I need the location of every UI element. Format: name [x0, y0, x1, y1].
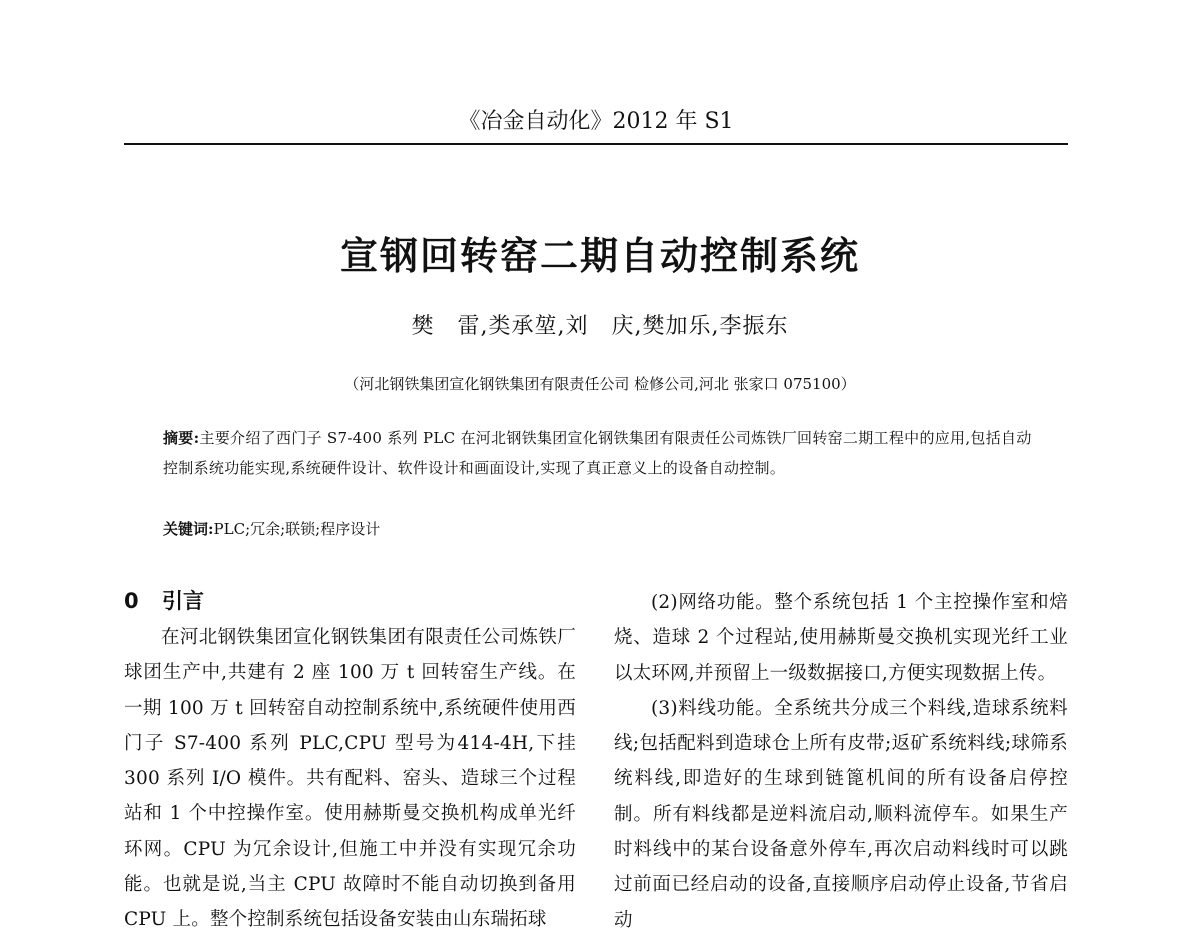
header-rule — [124, 143, 1068, 145]
keywords-text: PLC;冗余;联锁;程序设计 — [213, 520, 381, 538]
abstract-text: 主要介绍了西门子 S7-400 系列 PLC 在河北钢铁集团宣化钢铁集团有限责任公司炼铁厂回转窑二期工程中的应用,包括自动控制系统功能实现,系统硬件设计、软件设计和画面设计,实现了真正意义上的设备自动控制。 — [163, 429, 1032, 477]
section-number: 0 — [124, 589, 139, 613]
left-column — [124, 620, 576, 938]
author-list: 樊 雷,类承堃,刘 庆,樊加乐,李振东 — [411, 314, 789, 339]
section-heading — [124, 585, 584, 617]
abstract — [163, 423, 1043, 483]
section-title: 引言 — [162, 589, 204, 613]
affiliation: （河北钢铁集团宣化钢铁集团有限责任公司 检修公司,河北 张家口 075100） — [344, 375, 856, 393]
material-line-paragraph: (3)料线功能。全系统共分成三个料线,造球系统料线;包括配料到造球仓上所有皮带;返矿系统料线;球筛系统料线,即造好的生球到链篦机间的所有设备启停控制。所有料线都是逆料流启动,顺料流停车。如果生产时料线中的某台设备意外停车,再次启动料线时可以跳过前面已经启动的设备,直接顺序启动停止设备,节省启动 — [614, 697, 1068, 931]
right-column — [614, 585, 1068, 938]
journal-header: 《冶金自动化》2012 年 S1 — [458, 109, 734, 134]
keywords-label: 关键词: — [163, 520, 214, 538]
abstract-label: 摘要: — [163, 429, 200, 447]
keywords — [163, 514, 1043, 544]
network-function-paragraph: (2)网络功能。整个系统包括 1 个主控操作室和焙烧、造球 2 个过程站,使用赫斯曼交换机实现光纤工业以太环网,并预留上一级数据接口,方便实现数据上传。 — [614, 592, 1068, 684]
paper-title: 宣钢回转窑二期自动控制系统 — [339, 234, 860, 278]
intro-paragraph: 在河北钢铁集团宣化钢铁集团有限责任公司炼铁厂球团生产中,共建有 2 座 100 万 t 回转窑生产线。在一期 100 万 t 回转窑自动控制系统中,系统硬件使用西门子 S7-400 系列 PLC,CPU 型号为414-4H,下挂300 系列 I/O 模件。共有配料、窑头、造球三个过程站和 1 个中控操作室。使用赫斯曼交换机构成单光纤环网。CPU 为冗余设计,但施工中并没有实现冗余功能。也就是说,当主 CPU 故障时不能自动切换到备用 CPU 上。整个控制系统包括设备安装由山东瑞拓球 — [124, 627, 576, 931]
